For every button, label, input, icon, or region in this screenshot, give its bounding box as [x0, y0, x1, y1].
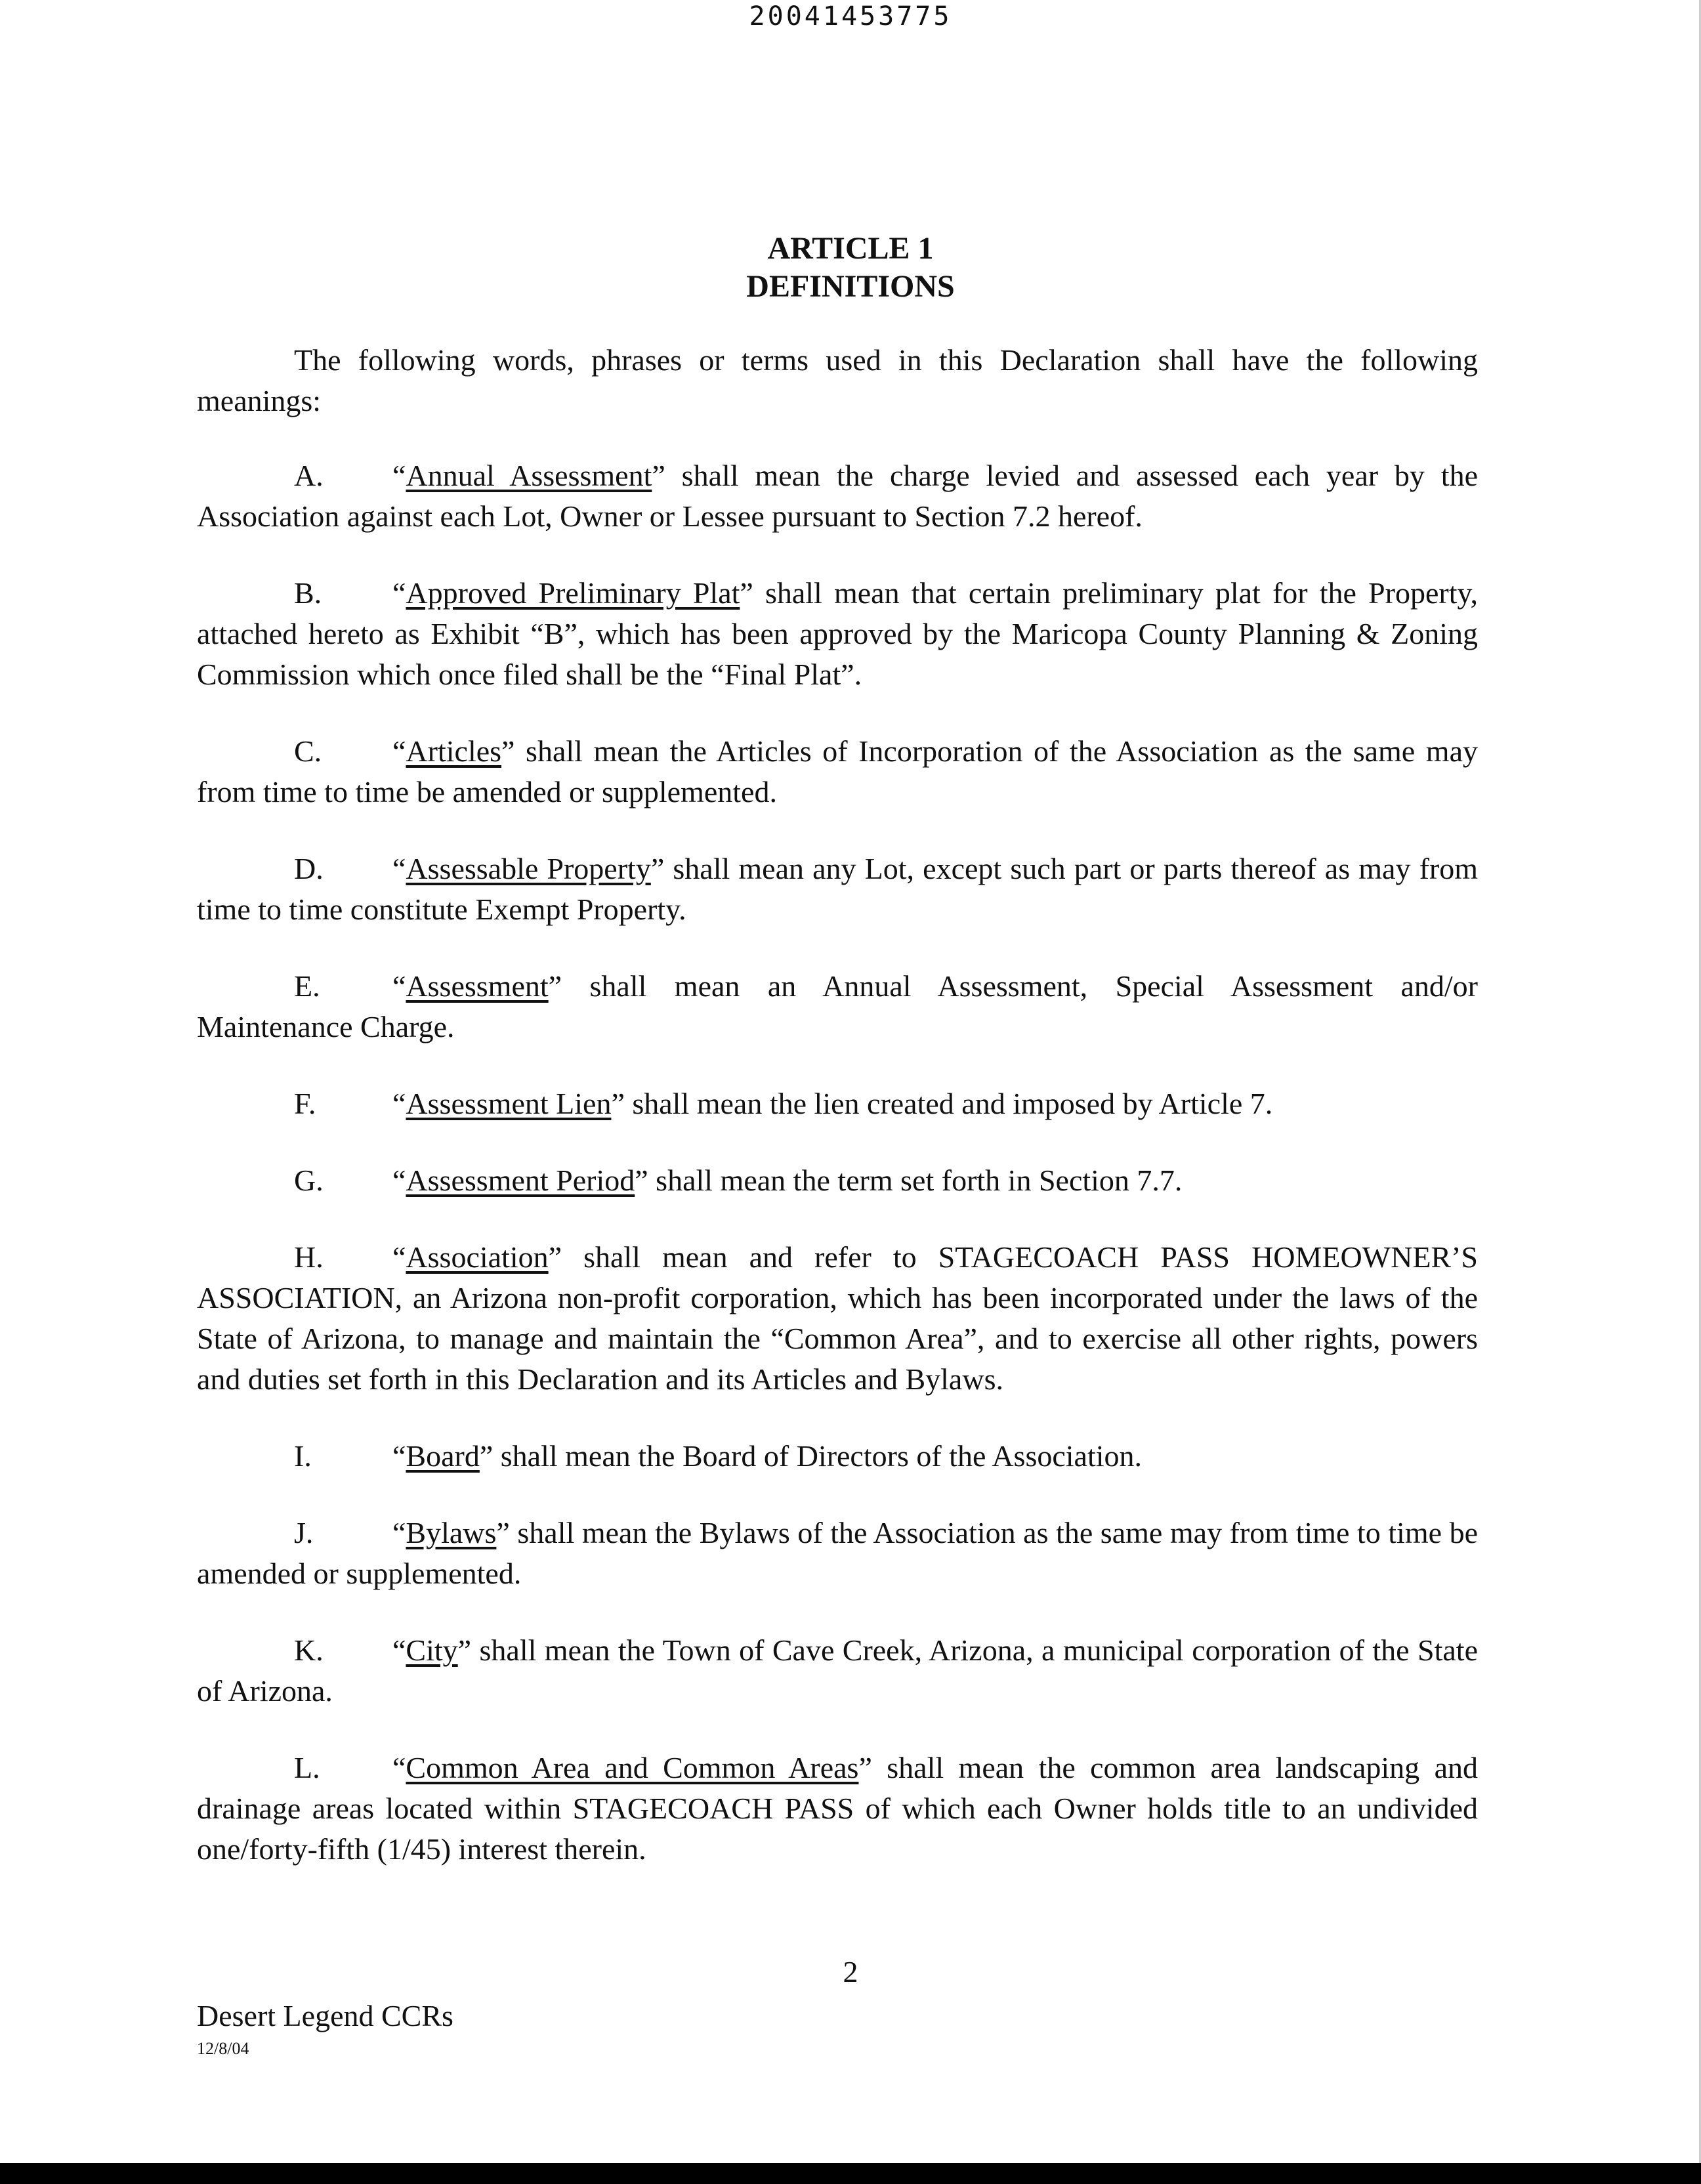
definition-item: L. “Common Area and Common Areas” shall mean the common area landscaping and drainage areas located within STAGECOACH PASS of which each Owner holds title to an undivided one/forty-fifth (1/45) interest therein. [197, 1748, 1478, 1870]
definition-letter: L. [294, 1751, 320, 1784]
document-body [197, 340, 1478, 1906]
definition-item: D. “Assessable Property” shall mean any Lot, except such part or parts thereof as may from time to time constitute Exempt Property. [197, 849, 1478, 930]
definition-item: A. “Annual Assessment” shall mean the charge levied and assessed each year by the Association against each Lot, Owner or Lessee pursuant to Section 7.2 hereof. [197, 455, 1478, 537]
article-heading [0, 230, 1701, 306]
definition-term: Assessment Period [406, 1164, 635, 1197]
definition-text: shall mean the Articles of Incorporation of the Association as the same may from time to time be amended or supplemented. [197, 734, 1478, 808]
definition-item: B. “Approved Preliminary Plat” shall mean that certain preliminary plat for the Property, attached hereto as Exhibit “B”, which has been approved by the Maricopa County Planning & Zoning Commission which once filed shall be the “Final Plat”. [197, 573, 1478, 695]
definition-text: shall mean an Annual Assessment, Special Assessment and/or Maintenance Charge. [197, 969, 1478, 1043]
definition-letter: A. [294, 459, 324, 492]
definition-letter: G. [294, 1164, 324, 1197]
definition-letter: H. [294, 1240, 324, 1274]
definition-item: J. “Bylaws” shall mean the Bylaws of the Association as the same may from time to time be amended or supplemented. [197, 1513, 1478, 1594]
definition-term: Assessment Lien [406, 1087, 612, 1120]
definition-item: E. “Assessment” shall mean an Annual Assessment, Special Assessment and/or Maintenance Charge. [197, 966, 1478, 1047]
definition-text: shall mean the Board of Directors of the Association. [493, 1439, 1143, 1473]
definition-item: G. “Assessment Period” shall mean the term set forth in Section 7.7. [197, 1160, 1478, 1201]
page-number: 2 [843, 1955, 858, 1988]
document-number: 20041453775 [749, 1, 952, 32]
definition-letter: I. [294, 1439, 312, 1473]
definition-text: shall mean the Town of Cave Creek, Arizona, a municipal corporation of the State of Arizona. [197, 1633, 1478, 1708]
definition-text: shall mean the term set forth in Section 7.7. [648, 1164, 1183, 1197]
definition-letter: F. [294, 1087, 316, 1120]
definition-term: Assessable Property [406, 852, 651, 885]
definition-text: shall mean that certain preliminary plat for the Property, attached hereto as Exhibit “B”, which has been approved by the Maricopa County Planning & Zoning Commission which once filed shall be the “Final Plat”. [197, 576, 1478, 691]
definition-term: City [406, 1633, 458, 1667]
definition-text: shall mean the lien created and imposed by Article 7. [624, 1087, 1273, 1120]
definition-term: Approved Preliminary Plat [406, 576, 740, 610]
definition-item: H. “Association” shall mean and refer to STAGECOACH PASS HOMEOWNER’S ASSOCIATION, an Arizona non-profit corporation, which has been incorporated under the laws of the State of Arizona, to manage and maintain the “Common Area”, and to exercise all other rights, powers and duties set forth in this Declaration and its Articles and Bylaws. [197, 1237, 1478, 1400]
definition-term: Articles [406, 734, 502, 768]
footer-document-title: Desert Legend CCRs [197, 1999, 453, 2032]
definition-term: Assessment [406, 969, 549, 1003]
definition-letter: C. [294, 734, 322, 768]
scan-bottom-border [0, 2163, 1701, 2184]
definition-item: F. “Assessment Lien” shall mean the lien created and imposed by Article 7. [197, 1083, 1478, 1124]
definition-term: Common Area and Common Areas [406, 1751, 859, 1784]
article-number: ARTICLE 1 [767, 231, 934, 266]
intro-paragraph: The following words, phrases or terms used in this Declaration shall have the following meanings: [197, 343, 1478, 417]
definition-letter: E. [294, 969, 320, 1003]
definition-term: Association [406, 1240, 549, 1274]
definition-letter: J. [294, 1516, 314, 1549]
definition-text: shall mean the Bylaws of the Association as the same may from time to time be amended or supplemented. [197, 1516, 1478, 1590]
article-title: DEFINITIONS [746, 269, 955, 304]
definition-item: C. “Articles” shall mean the Articles of Incorporation of the Association as the same may from time to time be amended or supplemented. [197, 731, 1478, 812]
definition-letter: B. [294, 576, 322, 610]
definition-letter: D. [294, 852, 324, 885]
definition-letter: K. [294, 1633, 324, 1667]
definition-text: shall mean the common area landscaping and drainage areas located within STAGECOACH PASS of which each Owner holds title to an undivided one/forty-fifth (1/45) interest therein. [197, 1751, 1478, 1866]
definition-text: shall mean any Lot, except such part or parts thereof as may from time to time constitute Exempt Property. [197, 852, 1478, 926]
definition-text: shall mean the charge levied and assessed each year by the Association against each Lot, Owner or Lessee pursuant to Section 7.2 hereof. [197, 459, 1478, 533]
definition-term: Board [406, 1439, 480, 1473]
footer-date: 12/8/04 [197, 2039, 249, 2058]
definition-item: K. “City” shall mean the Town of Cave Creek, Arizona, a municipal corporation of the State of Arizona. [197, 1630, 1478, 1712]
definition-term: Bylaws [406, 1516, 497, 1549]
definition-term: Annual Assessment [406, 459, 652, 492]
definition-item: I. “Board” shall mean the Board of Directors of the Association. [197, 1436, 1478, 1477]
definition-text: shall mean and refer to STAGECOACH PASS HOMEOWNER’S ASSOCIATION, an Arizona non-profit corporation, which has been incorporated under the laws of the State of Arizona, to manage and maintain the “Common Area”, and to exercise all other rights, powers and duties set forth in this Declaration and its Articles and Bylaws. [197, 1240, 1478, 1396]
